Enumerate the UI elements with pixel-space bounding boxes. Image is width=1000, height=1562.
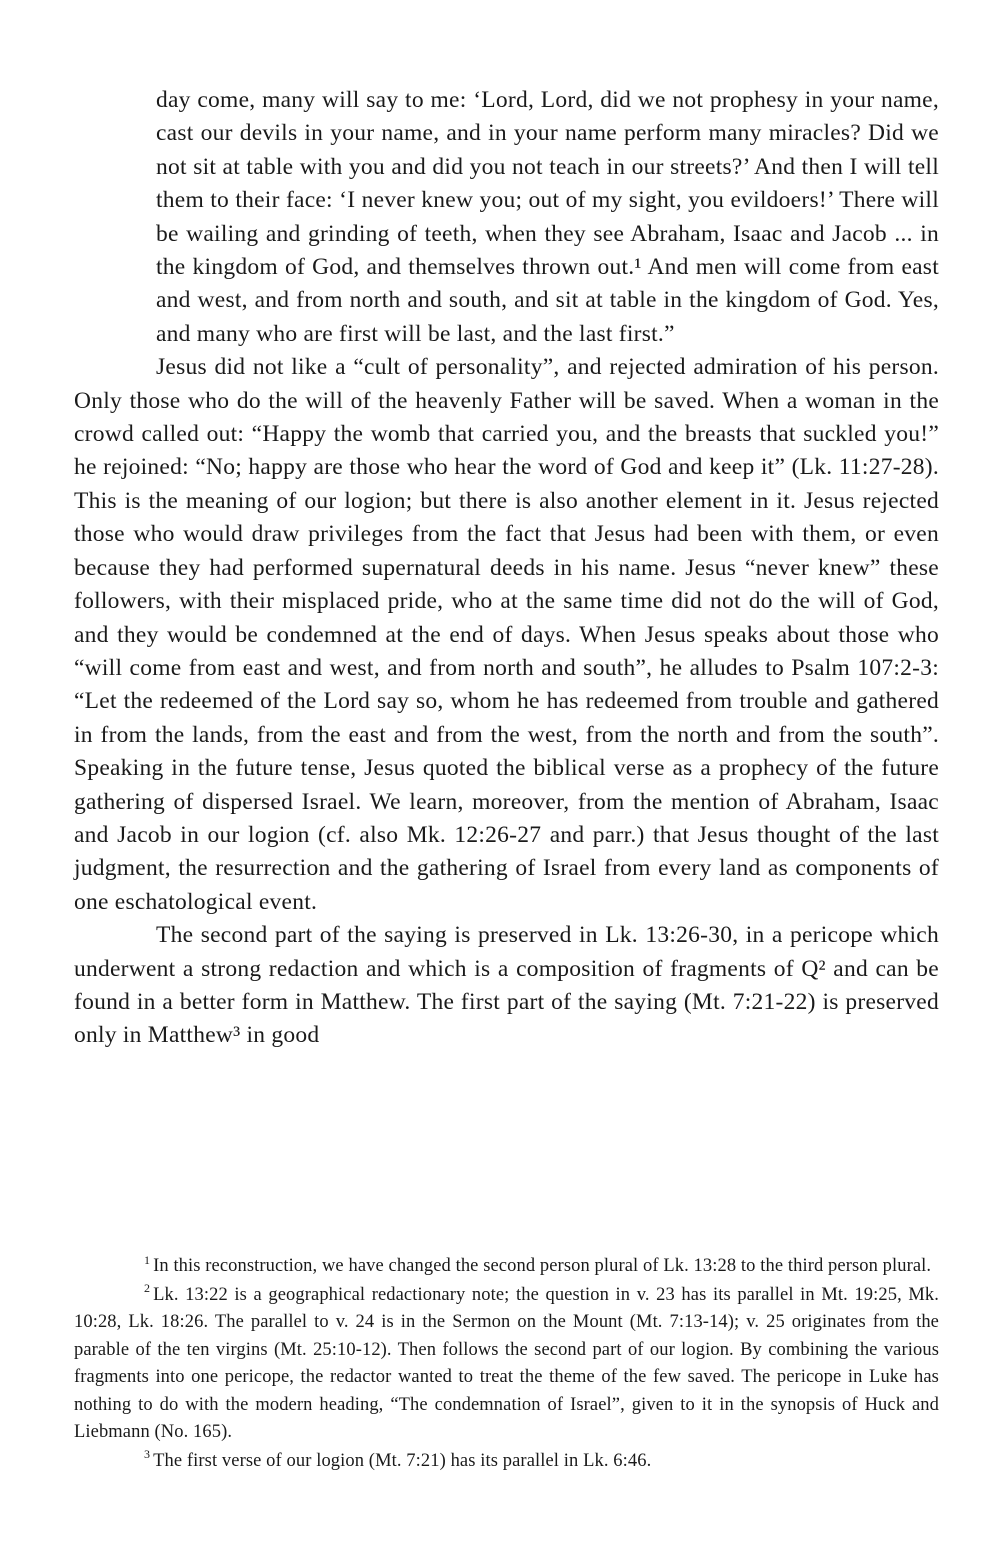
footnote-marker: 1	[144, 1252, 151, 1267]
footnote-2	[74, 1282, 939, 1447]
paragraph-commentary: Jesus did not like a “cult of personality”, and rejected admiration of his person. Only those who do the will of the heavenly Father will be saved. When a woman in the crowd called out: “Happy the womb that carried you, and the breasts that suckled you!” he rejoined: “No; happy are those who hear the word of God and keep it” (Lk. 11:27-28). This is the meaning of our logion; but there is also another element in it. Jesus rejected those who would draw privileges from the fact that Jesus had been with them, or even because they had performed supernatural deeds in his name. Jesus “never knew” these followers, with their misplaced pride, who at the same time did not do the will of God, and they would be condemned at the end of days. When Jesus speaks about those who “will come from east and west, and from north and south”, he alludes to Psalm 107:2-3: “Let the redeemed of the Lord say so, whom he has redeemed from trouble and gathered in from the lands, from the east and from the west, from the north and from the south”. Speaking in the future tense, Jesus quoted the biblical verse as a prophecy of the future gathering of dispersed Israel. We learn, moreover, from the mention of Abraham, Isaac and Jacob in our logion (cf. also Mk. 12:26-27 and parr.) that Jesus thought of the last judgment, the resurrection and the gathering of Israel from every land as components of one eschatological event.	[74, 354, 939, 915]
main-text	[74, 84, 939, 1053]
footnote-marker: 3	[144, 1447, 151, 1462]
footnote-1	[74, 1253, 939, 1281]
footnote-3	[74, 1448, 939, 1476]
footnote-marker: 2	[144, 1281, 151, 1296]
quoted-passage: day come, many will say to me: ‘Lord, Lord, did we not prophesy in your name, cast our devils in your name, and in your name perform many miracles? Did we not sit at table with you and did you not teach in our streets?’ And then I will tell them to their face: ‘I never knew you; out of my sight, you evildoers!’ There will be wailing and grinding of teeth, when they see Abraham, Isaac and Jacob ... in the kingdom of God, and themselves thrown out.¹ And men will come from east and west, and from north and south, and sit at table in the kingdom of God. Yes, and many who are first will be last, and the last first.”	[156, 87, 939, 347]
footnote-text: In this reconstruction, we have changed the second person plural of Lk. 13:28 to the third person plural.	[153, 1256, 932, 1276]
paragraph-second-part: The second part of the saying is preserved in Lk. 13:26-30, in a pericope which underwent a strong redaction and which is a composition of fragments of Q² and can be found in a better form in Matthew. The first part of the saying (Mt. 7:21-22) is preserved only in Matthew³ in good	[74, 922, 939, 1049]
footnotes	[74, 1253, 939, 1476]
footnote-text: Lk. 13:22 is a geographical redactionary note; the question in v. 23 has its parallel in Mt. 19:25, Mk. 10:28, Lk. 18:26. The parallel to v. 24 is in the Sermon on the Mount (Mt. 7:13-14); v. 25 originates from the parable of the ten virgins (Mt. 25:10-12). Then follows the second part of our logion. By combining the various fragments into one pericope, the redactor wanted to treat the theme of the few saved. The pericope in Luke has nothing to do with the modern heading, “The condemnation of Israel”, given to it in the synopsis of Huck and Liebmann (No. 165).	[74, 1284, 939, 1442]
footnote-text: The first verse of our logion (Mt. 7:21) has its parallel in Lk. 6:46.	[153, 1450, 652, 1471]
